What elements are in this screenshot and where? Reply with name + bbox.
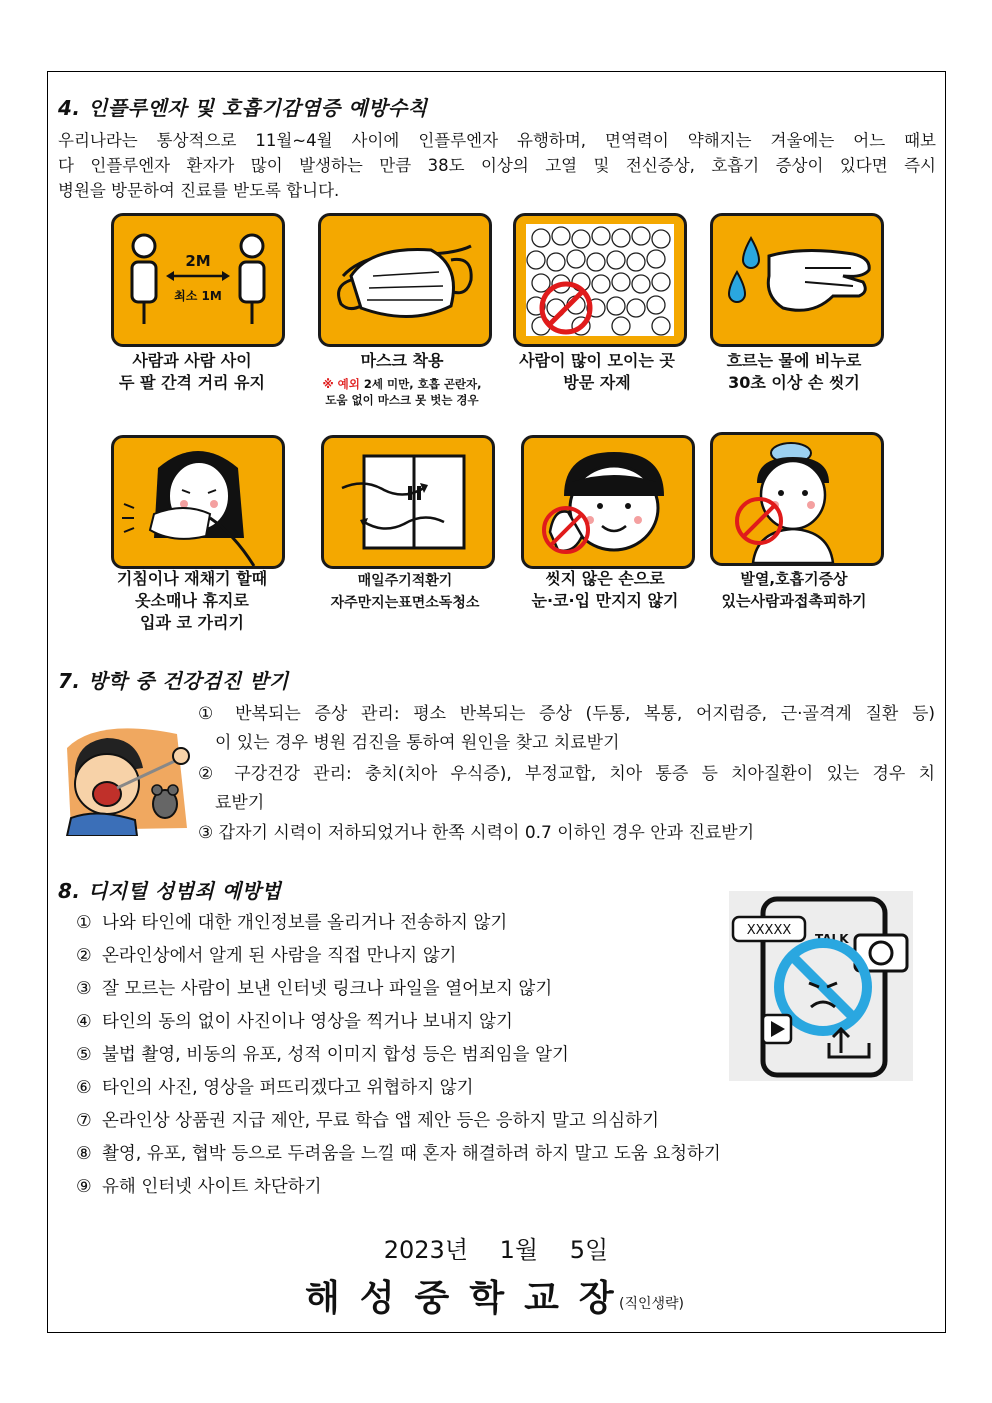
caption-cough [92,568,292,634]
mask-note-label: ※ 예외 [322,377,360,391]
seal-omitted-note: (직인생략) [619,1296,685,1312]
caption-avoid-contact-line-1: 발열,호흡기증상 [740,570,848,588]
ventilation-tile [321,435,495,569]
caption-ventilation-line-1: 매일주기적환기 [357,573,453,589]
caption-cough-line-1: 기침이나 재채기 할때 [116,569,268,588]
list-item [76,1142,721,1166]
sick-person-icon [713,435,881,563]
list-item [76,1175,322,1199]
list-item-number: ③ [76,979,92,999]
section7-item-2-line-1: ② 구강건강 관리: 충치(치아 우식증), 부정교합, 치아 통증 등 치아질환이 있는 경우 치 [198,764,935,784]
list-item [76,1076,473,1100]
mask-icon [321,216,489,344]
mask-exception-note [297,376,507,408]
list-item [76,911,507,935]
caption-distance [92,350,292,394]
caption-distance-line-1: 사람과 사람 사이 [132,351,252,370]
document-date [0,1230,992,1265]
principal-signature: 해성중학교장 [305,1278,634,1319]
window-icon [324,438,492,566]
list-item-text: 유해 인터넷 사이트 차단하기 [102,1177,322,1197]
list-item-text: 타인의 사진, 영상을 퍼뜨리겠다고 위협하지 않기 [102,1078,474,1098]
list-item [76,944,457,968]
section7-item-2-line-2: 료받기 [215,793,265,813]
list-item-number: ⑨ [76,1177,92,1197]
date-month: 1월 [499,1236,539,1264]
distance-small-label: 최소 1M [174,289,222,303]
caption-crowd [497,350,697,394]
section7-item-1-line-2: 이 있는 경우 병원 검진을 통하여 원인을 찾고 치료받기 [215,733,620,753]
caption-crowd-line-1: 사람이 많이 모이는 곳 [519,351,675,370]
caption-handwash-line-2: 30초 이상 손 씻기 [728,373,860,392]
list-item-text: 잘 모르는 사람이 보낸 인터넷 링크나 파일을 열어보지 않기 [102,979,553,999]
caption-handwash [694,350,894,394]
section7-item-3: ③ 갑자기 시력이 저하되었거나 한쪽 시력이 0.7 이하인 경우 안과 진료받기 [198,823,755,843]
caption-ventilation [305,570,505,614]
digital-crime-illustration [729,891,913,1081]
list-item [76,977,552,1001]
talk-label: TALK [815,932,849,946]
section7-title: 7. 방학 중 건강검진 받기 [58,669,289,693]
caption-no-touch-line-1: 씻지 않은 손으로 [545,569,665,588]
no-touch-face-tile [521,435,695,569]
face-touch-icon [524,438,692,566]
list-item-text: 온라인상 상품권 지급 제안, 무료 학습 앱 제안 등은 응하지 말고 의심하기 [102,1111,659,1131]
distance-big-label: 2M [185,252,211,270]
list-item-number: ⑧ [76,1144,92,1164]
caption-mask-line-1: 마스크 착용 [360,351,444,370]
caption-handwash-line-1: 흐르는 물에 비누로 [726,351,862,370]
date-day: 5일 [569,1236,609,1264]
list-item-number: ⑤ [76,1045,92,1065]
list-item-text: 온라인상에서 알게 된 사람을 직접 만나지 않기 [102,946,457,966]
mask-note-line-1: 2세 미만, 호흡 곤란자, [359,377,482,391]
caption-cough-line-3: 입과 코 가리기 [140,613,244,632]
section4-title: 4. 인플루엔자 및 호흡기감염증 예방수칙 [58,96,428,120]
section8-title: 8. 디지털 성범죄 예방법 [58,879,282,903]
caption-no-touch [505,568,705,612]
list-item [76,1043,569,1067]
handwash-tile [710,213,884,347]
list-item-number: ④ [76,1012,92,1032]
list-item-text: 타인의 동의 없이 사진이나 영상을 찍거나 보내지 않기 [102,1012,513,1032]
list-item [76,1010,513,1034]
caption-cough-line-2: 옷소매나 휴지로 [135,591,249,610]
dental-checkup-illustration [57,708,197,836]
caption-distance-line-2: 두 팔 간격 거리 유지 [119,373,265,392]
caption-avoid-contact [694,568,894,612]
date-year: 2023년 [383,1236,469,1264]
section4-para-line-3: 병원을 방문하여 진료를 받도록 합니다. [58,181,340,200]
mask-tile [318,213,492,347]
caption-mask [302,350,502,372]
list-item-number: ⑥ [76,1078,92,1098]
prevention-poster [108,210,886,630]
crowd-icon [516,216,684,344]
list-item-number: ① [76,913,92,933]
caption-no-touch-line-2: 눈·코·입 만지지 않기 [531,591,679,610]
distance-tile [111,213,285,347]
handwash-icon [713,216,881,344]
avoid-contact-tile [710,432,884,566]
list-item-number: ⑦ [76,1111,92,1131]
caption-ventilation-line-2: 자주만지는표면소독청소 [330,595,480,611]
section4-para-line-2: 다 인플루엔자 환자가 많이 발생하는 만큼 38도 이상의 고열 및 전신증상, 호흡기 증상이 있다면 즉시 [58,156,936,175]
chat-bubble-text: XXXXX [746,923,792,938]
list-item-number: ② [76,946,92,966]
list-item [76,1109,659,1133]
list-item-text: 불법 촬영, 비동의 유포, 성적 이미지 합성 등은 범죄임을 알기 [102,1045,569,1065]
cough-tile [111,435,285,569]
two-people-icon [114,216,282,344]
caption-crowd-line-2: 방문 자제 [563,373,631,392]
mask-note-line-2: 도움 없이 마스크 못 벗는 경우 [325,393,479,407]
crowd-tile [513,213,687,347]
cough-icon [114,438,282,566]
section7-item-1-line-1: ① 반복되는 증상 관리: 평소 반복되는 증상 (두통, 복통, 어지럼증, 근·골격계 질환 등) [198,704,935,724]
list-item-text: 나와 타인에 대한 개인정보를 올리거나 전송하지 않기 [102,913,508,933]
list-item-text: 촬영, 유포, 협박 등으로 두려움을 느낄 때 혼자 해결하려 하지 말고 도움 요청하기 [102,1144,721,1164]
section4-para-line-1: 우리나라는 통상적으로 11월~4월 사이에 인플루엔자 유행하며, 면역력이 약해지는 겨울에는 어느 때보 [58,131,936,150]
caption-avoid-contact-line-2: 있는사람과접촉피하기 [721,592,867,610]
